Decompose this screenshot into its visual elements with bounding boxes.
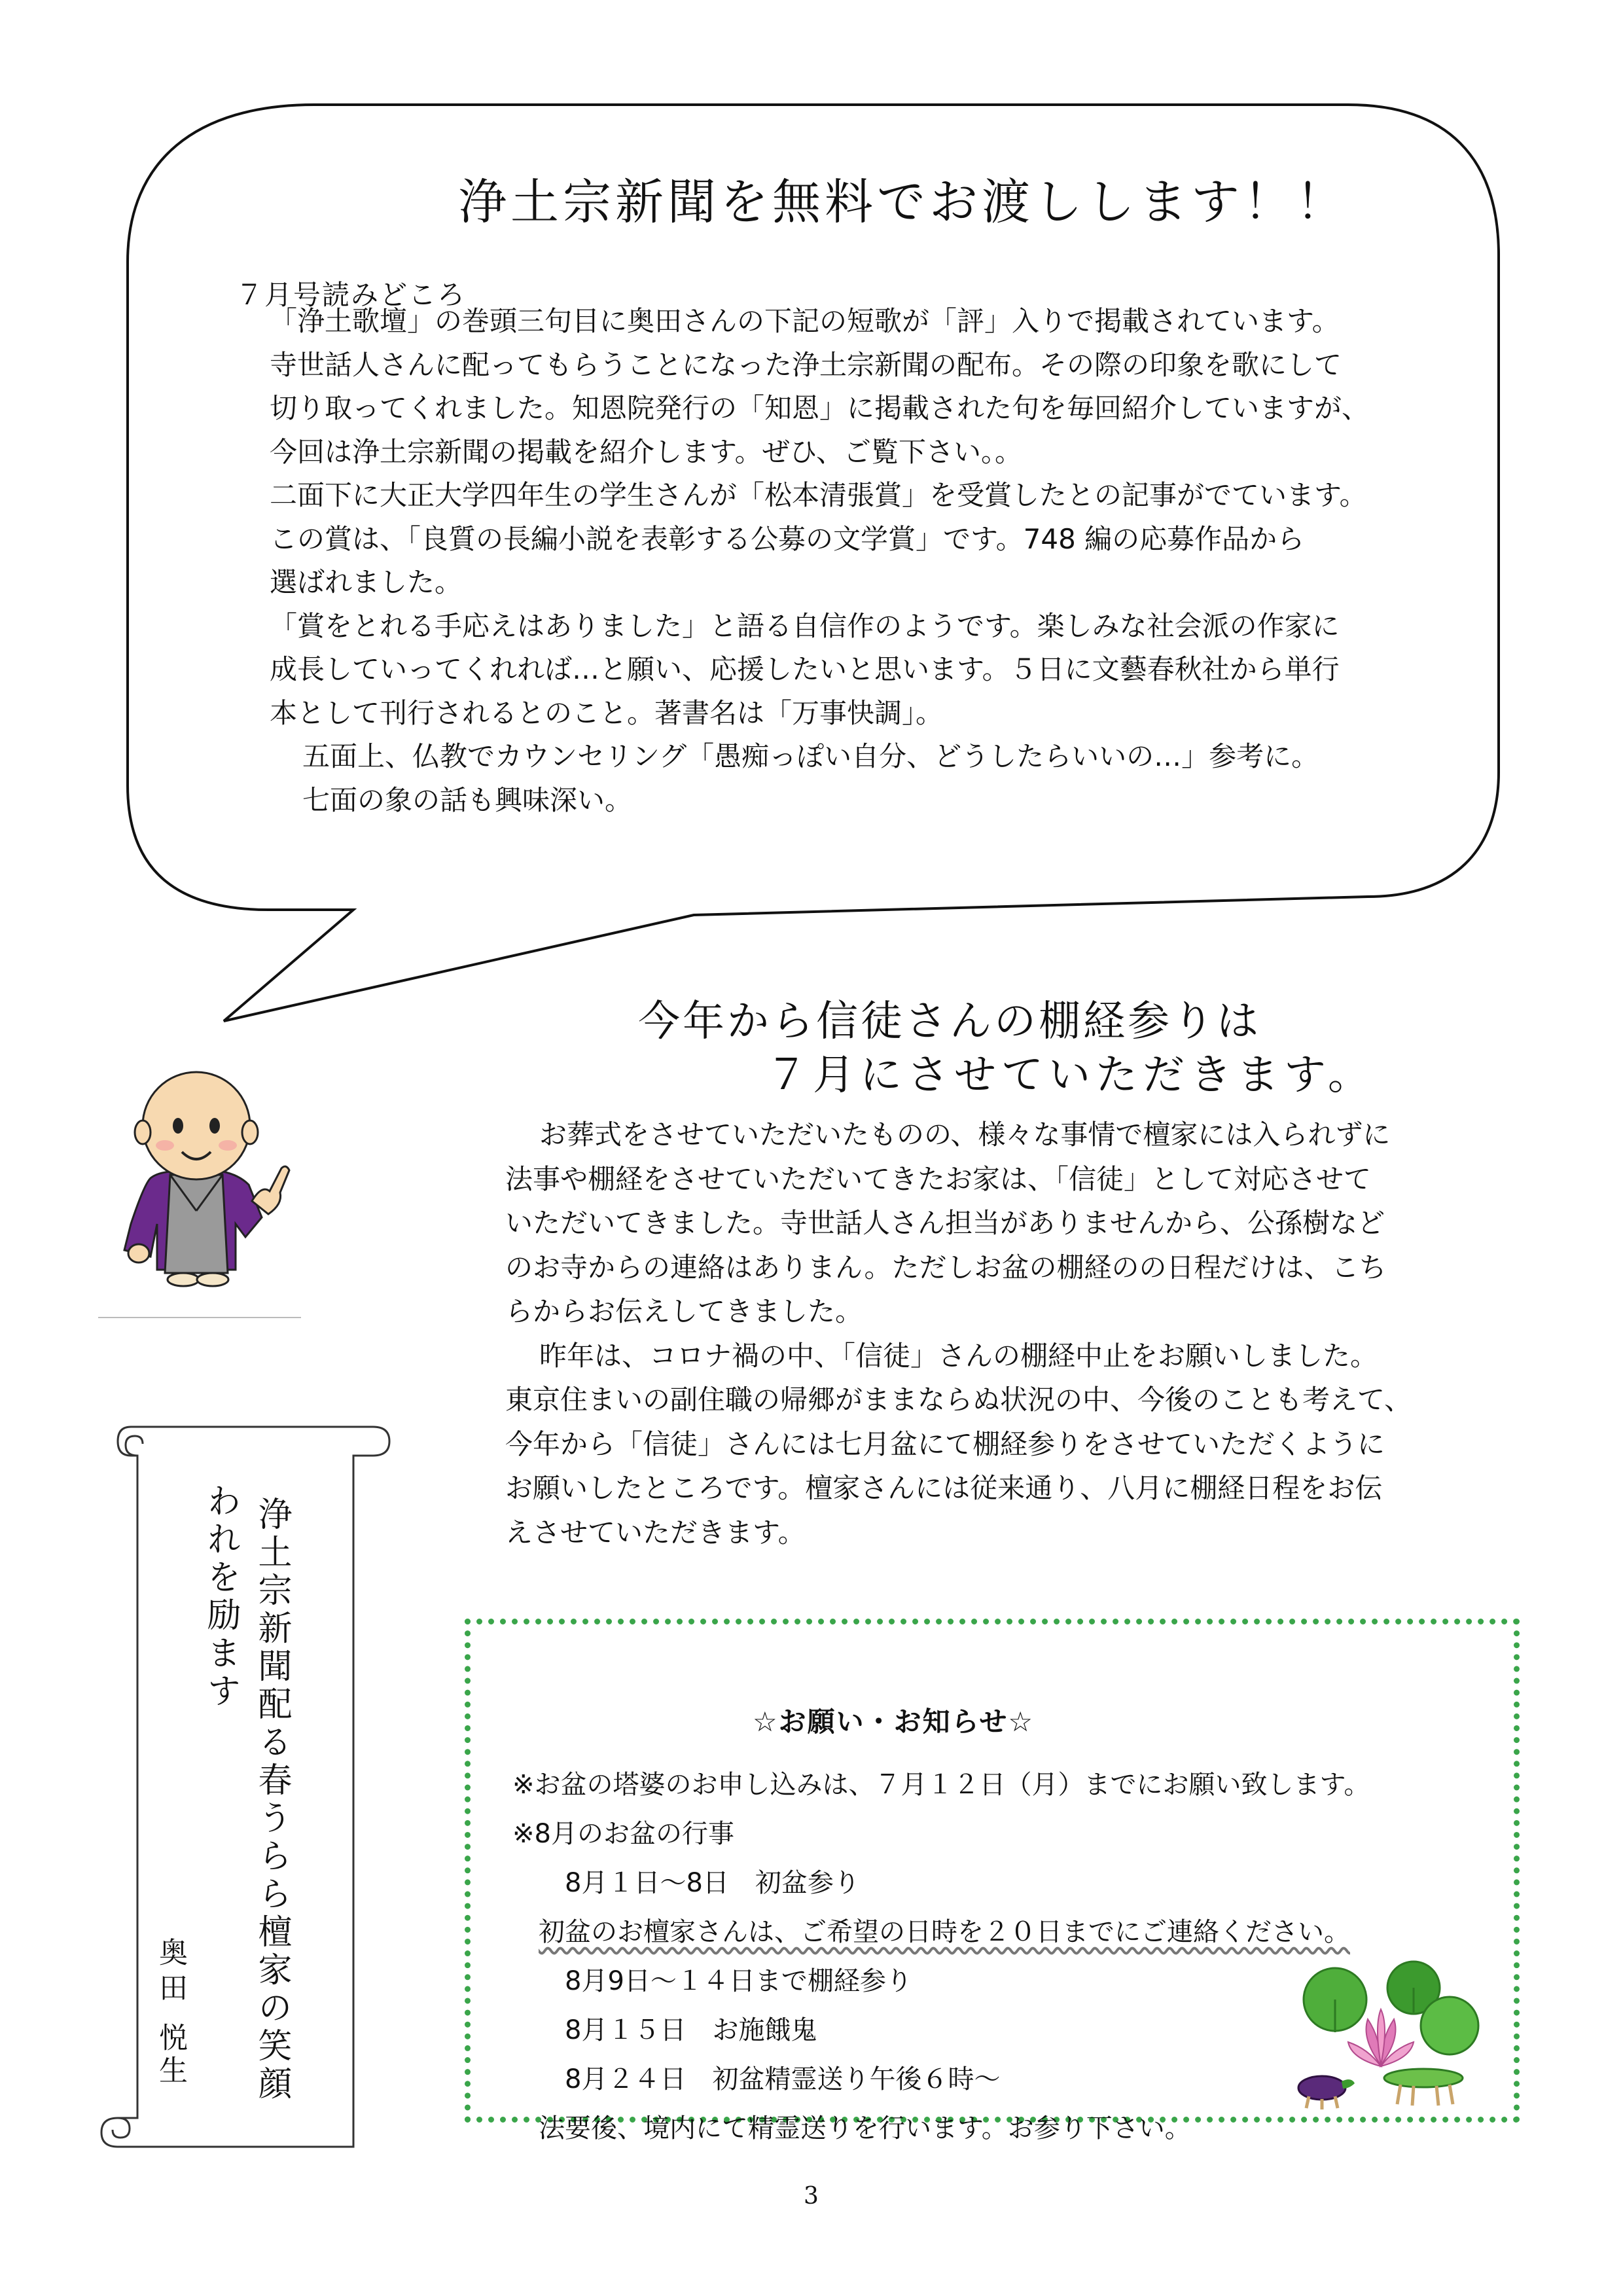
section-line: いただいてきました。寺世話人さん担当がありませんから、公孫樹など [505, 1207, 1385, 1239]
bubble-line: 七面の象の話も興味深い。 [302, 783, 633, 816]
section-line: 東京住まいの副住職の帰郷がままならぬ状況の中、今後のことも考えて、 [505, 1384, 1412, 1416]
bubble-subtitle: ７月号読みどころ [236, 279, 467, 311]
section-title-line2: ７月にさせていただきます。 [766, 1051, 1375, 1100]
notice-line: 初盆のお檀家さんは、ご希望の日時を２０日までにご連絡ください。 [539, 1917, 1350, 1947]
page-number: 3 [804, 2183, 819, 2210]
section-line: のお寺からの連絡はありまん。ただしお盆の棚経のの日程だけは、こち [505, 1251, 1387, 1283]
bubble-line: 選ばれました。 [270, 566, 463, 598]
section-line: らからお伝えしてきました。 [505, 1295, 863, 1327]
bubble-line: この賞は、「良質の長編小説を表彰する公募の文学賞」です。748 編の応募作品から [270, 522, 1305, 555]
bubble-line: 二面下に大正大学四年生の学生さんが「松本清張賞」を受賞したとの記事がでています。 [270, 479, 1367, 511]
notice-line: 法要後、境内にて精霊送りを行います。お参り下さい。 [539, 2113, 1191, 2144]
eggplant-cow-icon [1298, 2076, 1355, 2109]
section-line: 法事や棚経をさせていただいてきたお家は、「信徒」として対応させて [505, 1162, 1372, 1195]
section-body [505, 1113, 1448, 1554]
poem-line1: 浄土宗新聞配る春うらら檀家の笑顔 [252, 1496, 291, 2104]
cucumber-horse-icon [1384, 2069, 1463, 2106]
notice-line: 8月１日～8日 初盆参り [565, 1868, 860, 1898]
section-line: お葬式をさせていただいたものの、様々な事情で檀家には入られずに [539, 1119, 1391, 1151]
notice-line: ※8月のお盆の行事 [512, 1819, 734, 1849]
poem-author-given: 悦生 [154, 2022, 187, 2088]
bubble-line: 「浄土歌壇」の巻頭三句目に奥田さんの下記の短歌が「評」入りで掲載されています。 [270, 305, 1340, 337]
bubble-line: 寺世話人さんに配ってもらうことになった浄土宗新聞の配布。その際の印象を歌にして [270, 348, 1342, 381]
bubble-title: 浄土宗新聞を無料でお渡しします！！ [458, 174, 1348, 230]
monk-apron [165, 1175, 228, 1273]
bubble-line: 切り取ってくれました。知恩院発行の「知恩」に掲載された句を毎回紹介していますが、 [270, 392, 1370, 424]
monk-illustration [105, 1054, 301, 1296]
section-line: えさせていただきます。 [505, 1516, 806, 1549]
bubble-line: 成長していってくれれば…と願い、応援したいと思います。５日に文藝春秋社から単行 [270, 653, 1340, 685]
lotus-decoration [1289, 1960, 1486, 2111]
section-title-line1: 今年から信徒さんの棚経参りは [638, 997, 1261, 1046]
poem-author-family: 奥田 [154, 1937, 187, 2008]
notice-line: 8月２４日 初盆精霊送り午後６時～ [565, 2064, 1001, 2094]
bubble-line: 本として刊行されるとのこと。著書名は「万事快調」。 [270, 696, 944, 729]
divider-line [98, 1317, 301, 1318]
notice-title: ☆お願い・お知らせ☆ [753, 1706, 1035, 1738]
bubble-line: 「賞をとれる手応えはありました」と語る自信作のようです。楽しみな社会派の作家に [270, 609, 1340, 642]
section-line: お願いしたところです。檀家さんには従来通り、八月に棚経日程をお伝 [505, 1472, 1383, 1504]
notice-line: 8月１５日 お施餓鬼 [565, 2015, 817, 2045]
bubble-line: 五面上、仏教でカウンセリング「愚痴っぽい自分、どうしたらいいの…」参考に。 [302, 740, 1319, 772]
section-line: 昨年は、コロナ禍の中、「信徒」さんの棚経中止をお願いしました。 [539, 1339, 1378, 1372]
monk-head [143, 1072, 250, 1179]
bubble-line: 今回は浄土宗新聞の掲載を紹介します。ぜひ、ご覧下さい。。 [270, 435, 1022, 468]
bubble-body [270, 300, 1415, 822]
notice-line: ※お盆の塔婆のお申し込みは、７月１２日（月）までにお願い致します。 [512, 1770, 1370, 1800]
section-line: 今年から「信徒」さんには七月盆にて棚経参りをさせていただくように [505, 1427, 1385, 1460]
poem-line2: われを励ます [201, 1483, 240, 1711]
notice-line: 8月9日～１４日まで棚経参り [565, 1966, 912, 1996]
